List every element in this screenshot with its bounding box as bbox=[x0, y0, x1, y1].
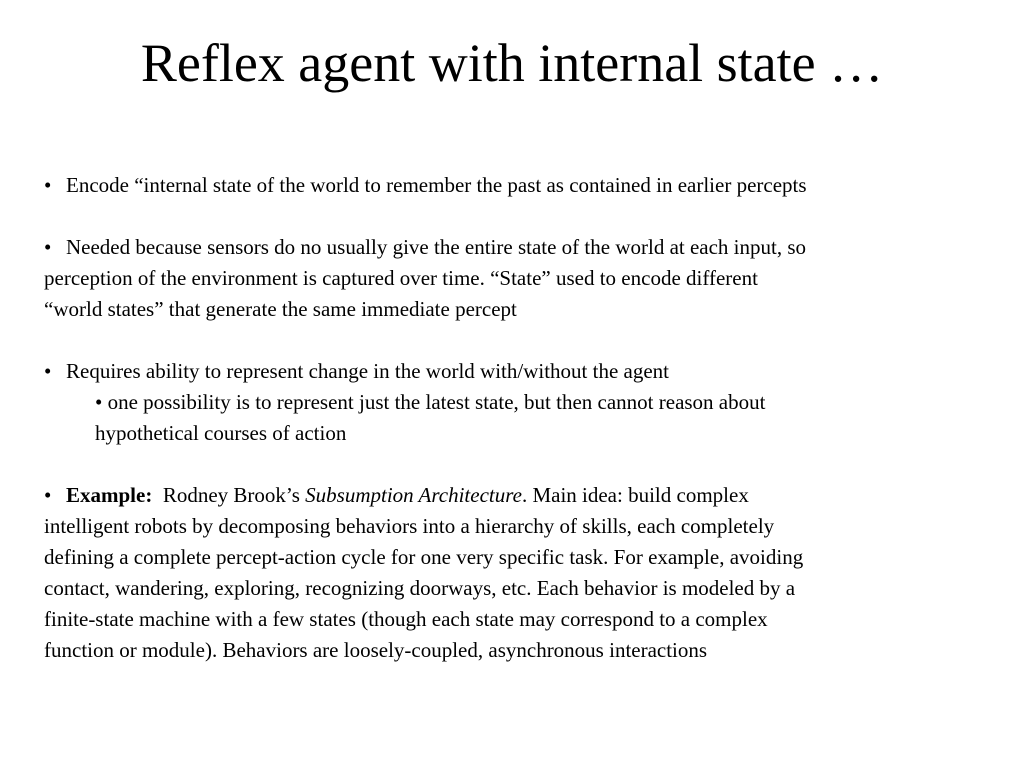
example-first-line-rest: . Main idea: build complex bbox=[521, 483, 749, 507]
bullet-point-encode bbox=[44, 170, 994, 201]
bullet-continuation: contact, wandering, exploring, recognizing doorways, etc. Each behavior is modeled by a bbox=[44, 576, 796, 600]
example-lead-text: Rodney Brook’s bbox=[162, 483, 300, 507]
example-label: Example: bbox=[66, 483, 153, 507]
bullet-line bbox=[44, 170, 994, 201]
bullet-text: Requires ability to represent change in the world with/without the agent bbox=[66, 359, 670, 383]
bullet-point-needed bbox=[44, 232, 994, 325]
bullet-text: Needed because sensors do no usually give the entire state of the world at each input, so bbox=[66, 235, 807, 259]
bullet-line bbox=[44, 232, 994, 263]
bullet-text: Encode “internal state of the world to remember the past as contained in earlier percepts bbox=[66, 173, 807, 197]
bullet-point-example bbox=[44, 480, 994, 666]
bullet-marker: • bbox=[44, 359, 52, 383]
bullet-continuation: intelligent robots by decomposing behaviors into a hierarchy of skills, each completely bbox=[44, 514, 775, 538]
bullet-continuation: perception of the environment is captured over time. “State” used to encode different bbox=[44, 266, 758, 290]
bullet-continuation: finite-state machine with a few states (though each state may correspond to a complex bbox=[44, 607, 768, 631]
bullet-marker: • bbox=[44, 173, 52, 197]
bullet-continuation: “world states” that generate the same immediate percept bbox=[44, 297, 517, 321]
example-italic-term: Subsumption Architecture bbox=[305, 483, 522, 507]
bullet-marker: • bbox=[44, 483, 52, 507]
slide-body bbox=[44, 170, 994, 697]
slide-title: Reflex agent with internal state … bbox=[140, 33, 884, 93]
bullet-continuation: function or module). Behaviors are loosely-coupled, asynchronous interactions bbox=[44, 638, 708, 662]
sub-bullet-continuation: hypothetical courses of action bbox=[95, 421, 347, 445]
bullet-point-requires bbox=[44, 356, 994, 449]
sub-bullet-line: • one possibility is to represent just the latest state, but then cannot reason about bbox=[95, 390, 766, 414]
bullet-marker: • bbox=[44, 235, 52, 259]
bullet-continuation: defining a complete percept-action cycle for one very specific task. For example, avoiding bbox=[44, 545, 804, 569]
bullet-line bbox=[44, 356, 994, 387]
bullet-line bbox=[44, 480, 994, 511]
